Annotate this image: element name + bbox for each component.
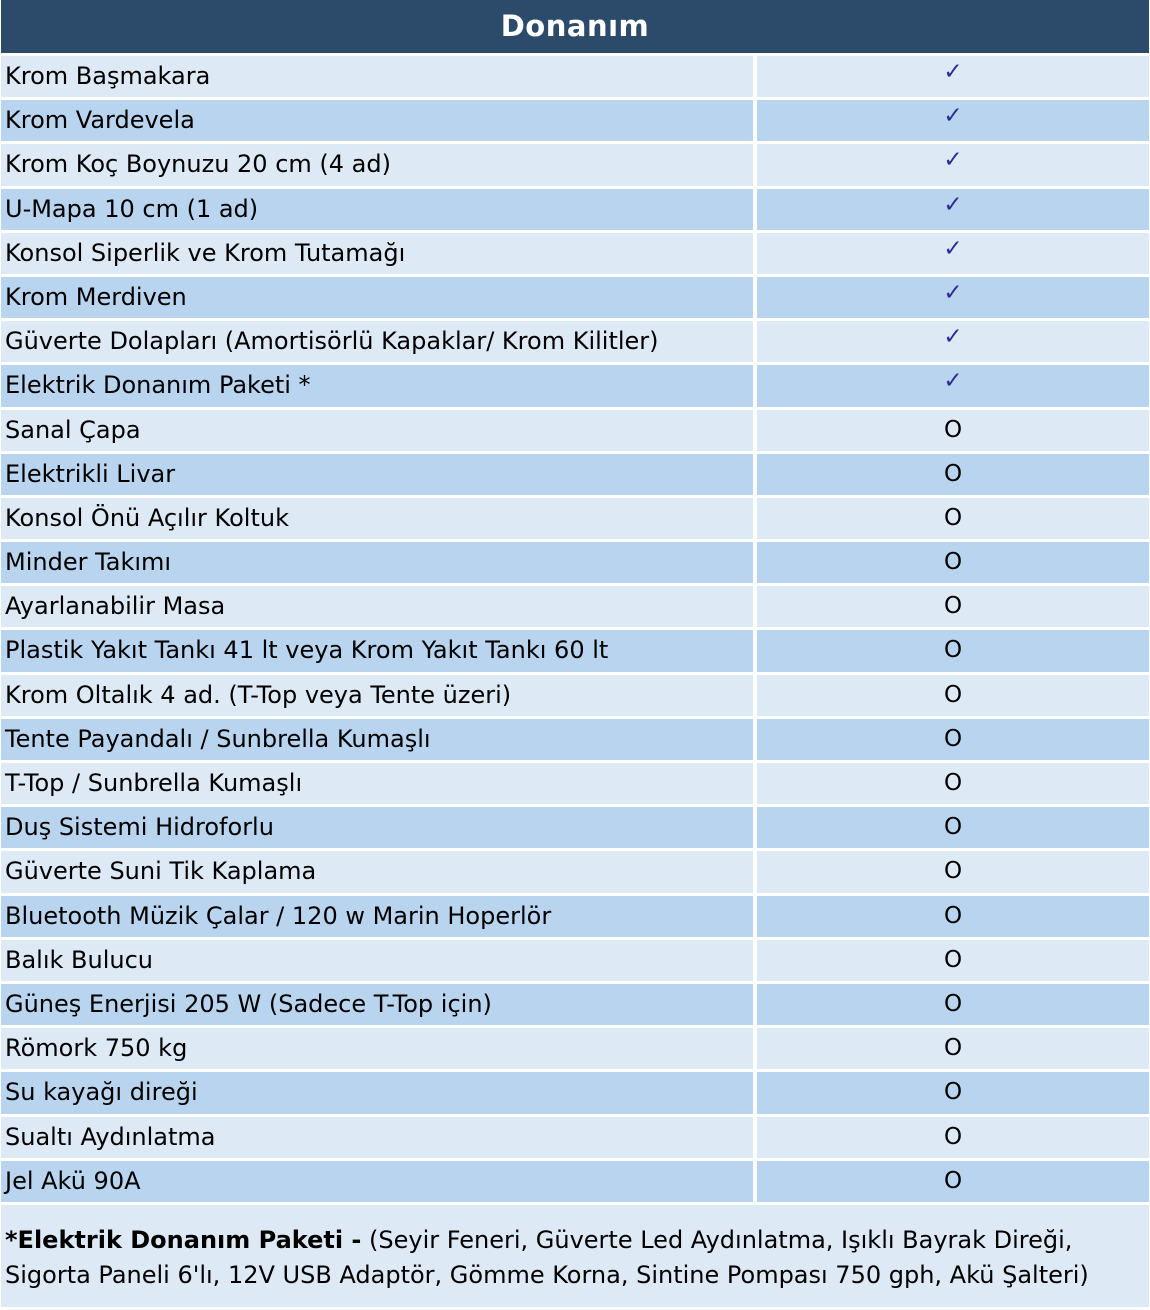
checkmark-icon: ✓ [943,368,963,395]
row-mark-cell [757,100,1149,141]
table-row [1,56,1149,100]
row-label: Krom Merdiven [1,277,757,318]
optional-circle-icon: O [943,725,963,752]
table-row [1,144,1149,188]
row-mark-cell [757,1161,1149,1202]
row-mark-cell [757,365,1149,406]
table-row [1,1072,1149,1116]
row-mark-cell [757,1117,1149,1158]
checkmark-icon: ✓ [943,103,963,130]
row-label: Konsol Siperlik ve Krom Tutamağı [1,233,757,274]
row-label: Plastik Yakıt Tankı 41 lt veya Krom Yakıt Tankı 60 lt [1,630,757,671]
table-row [1,630,1149,674]
equipment-table-wrapper [1,0,1149,1307]
checkmark-icon: ✓ [943,59,963,85]
optional-circle-icon: O [943,902,963,929]
table-row [1,1028,1149,1072]
table-row [1,940,1149,984]
row-mark-cell [757,233,1149,274]
table-row [1,1161,1149,1205]
row-mark-cell [757,719,1149,760]
row-label: T-Top / Sunbrella Kumaşlı [1,763,757,804]
row-label: Ayarlanabilir Masa [1,586,757,627]
row-label: Sanal Çapa [1,410,757,451]
checkmark-icon: ✓ [943,147,963,174]
row-label: Su kayağı direği [1,1072,757,1113]
row-mark-cell [757,454,1149,495]
row-mark-cell [757,410,1149,451]
optional-circle-icon: O [943,681,963,708]
row-mark-cell [757,498,1149,539]
row-label: Minder Takımı [1,542,757,583]
table-row [1,675,1149,719]
table-row [1,498,1149,542]
checkmark-icon: ✓ [943,191,963,218]
row-mark-cell [757,1072,1149,1113]
row-label: Güverte Dolapları (Amortisörlü Kapaklar/ Krom Kilitler) [1,321,757,362]
table-header-title: Donanım [1,0,1149,56]
table-row [1,1117,1149,1161]
optional-circle-icon: O [943,460,963,487]
table-row [1,454,1149,498]
row-mark-cell [757,851,1149,892]
row-mark-cell [757,277,1149,318]
checkmark-icon: ✓ [943,324,963,351]
table-row [1,321,1149,365]
table-row [1,586,1149,630]
optional-circle-icon: O [943,1079,963,1106]
row-mark-cell [757,807,1149,848]
checkmark-icon: ✓ [943,279,963,306]
row-label: Sualtı Aydınlatma [1,1117,757,1158]
row-label: Güverte Suni Tik Kaplama [1,851,757,892]
row-mark-cell [757,984,1149,1025]
row-label: Güneş Enerjisi 205 W (Sadece T-Top için) [1,984,757,1025]
row-label: Elektrikli Livar [1,454,757,495]
checkmark-icon: ✓ [943,235,963,262]
optional-circle-icon: O [943,946,963,973]
row-label: Konsol Önü Açılır Koltuk [1,498,757,539]
row-label: Tente Payandalı / Sunbrella Kumaşlı [1,719,757,760]
row-mark-cell [757,630,1149,671]
optional-circle-icon: O [943,858,963,885]
table-row [1,100,1149,144]
optional-circle-icon: O [943,637,963,664]
optional-circle-icon: O [943,814,963,841]
row-mark-cell [757,586,1149,627]
table-row [1,542,1149,586]
table-row [1,233,1149,277]
footnote-bold: *Elektrik Donanım Paketi - [5,1225,362,1254]
row-label: Jel Akü 90A [1,1161,757,1202]
table-row [1,719,1149,763]
optional-circle-icon: O [943,1123,963,1150]
optional-circle-icon: O [943,504,963,531]
optional-circle-icon: O [943,549,963,576]
row-mark-cell [757,189,1149,230]
optional-circle-icon: O [943,1167,963,1194]
table-row [1,851,1149,895]
row-mark-cell [757,763,1149,804]
row-mark-cell [757,940,1149,981]
table-row [1,984,1149,1028]
equipment-table [1,56,1149,1205]
row-mark-cell [757,675,1149,716]
table-row [1,365,1149,409]
optional-circle-icon: O [943,416,963,443]
row-label: Balık Bulucu [1,940,757,981]
footnote [1,1205,1149,1307]
row-label: Bluetooth Müzik Çalar / 120 w Marin Hoperlör [1,896,757,937]
row-mark-cell [757,896,1149,937]
row-label: Krom Vardevela [1,100,757,141]
row-mark-cell [757,542,1149,583]
row-label: Elektrik Donanım Paketi * [1,365,757,406]
footnote-text: (Seyir Feneri, Güverte Led Aydınlatma, Işıklı Bayrak Direği, Sigorta Paneli 6'lı, 12V USB Adaptör, Gömme Korna, Sintine Pompası 750 gph, Akü Şalteri) [5,1225,1089,1289]
table-row [1,410,1149,454]
row-label: Krom Oltalık 4 ad. (T-Top veya Tente üzeri) [1,675,757,716]
row-mark-cell [757,1028,1149,1069]
row-label: Krom Başmakara [1,56,757,97]
table-row [1,189,1149,233]
row-label: Krom Koç Boynuzu 20 cm (4 ad) [1,144,757,185]
row-label: Duş Sistemi Hidroforlu [1,807,757,848]
table-row [1,763,1149,807]
row-mark-cell [757,321,1149,362]
row-mark-cell [757,56,1149,97]
optional-circle-icon: O [943,1035,963,1062]
table-row [1,807,1149,851]
row-label: U-Mapa 10 cm (1 ad) [1,189,757,230]
table-row [1,896,1149,940]
row-mark-cell [757,144,1149,185]
optional-circle-icon: O [943,593,963,620]
optional-circle-icon: O [943,770,963,796]
optional-circle-icon: O [943,990,963,1017]
table-row [1,277,1149,321]
row-label: Römork 750 kg [1,1028,757,1069]
